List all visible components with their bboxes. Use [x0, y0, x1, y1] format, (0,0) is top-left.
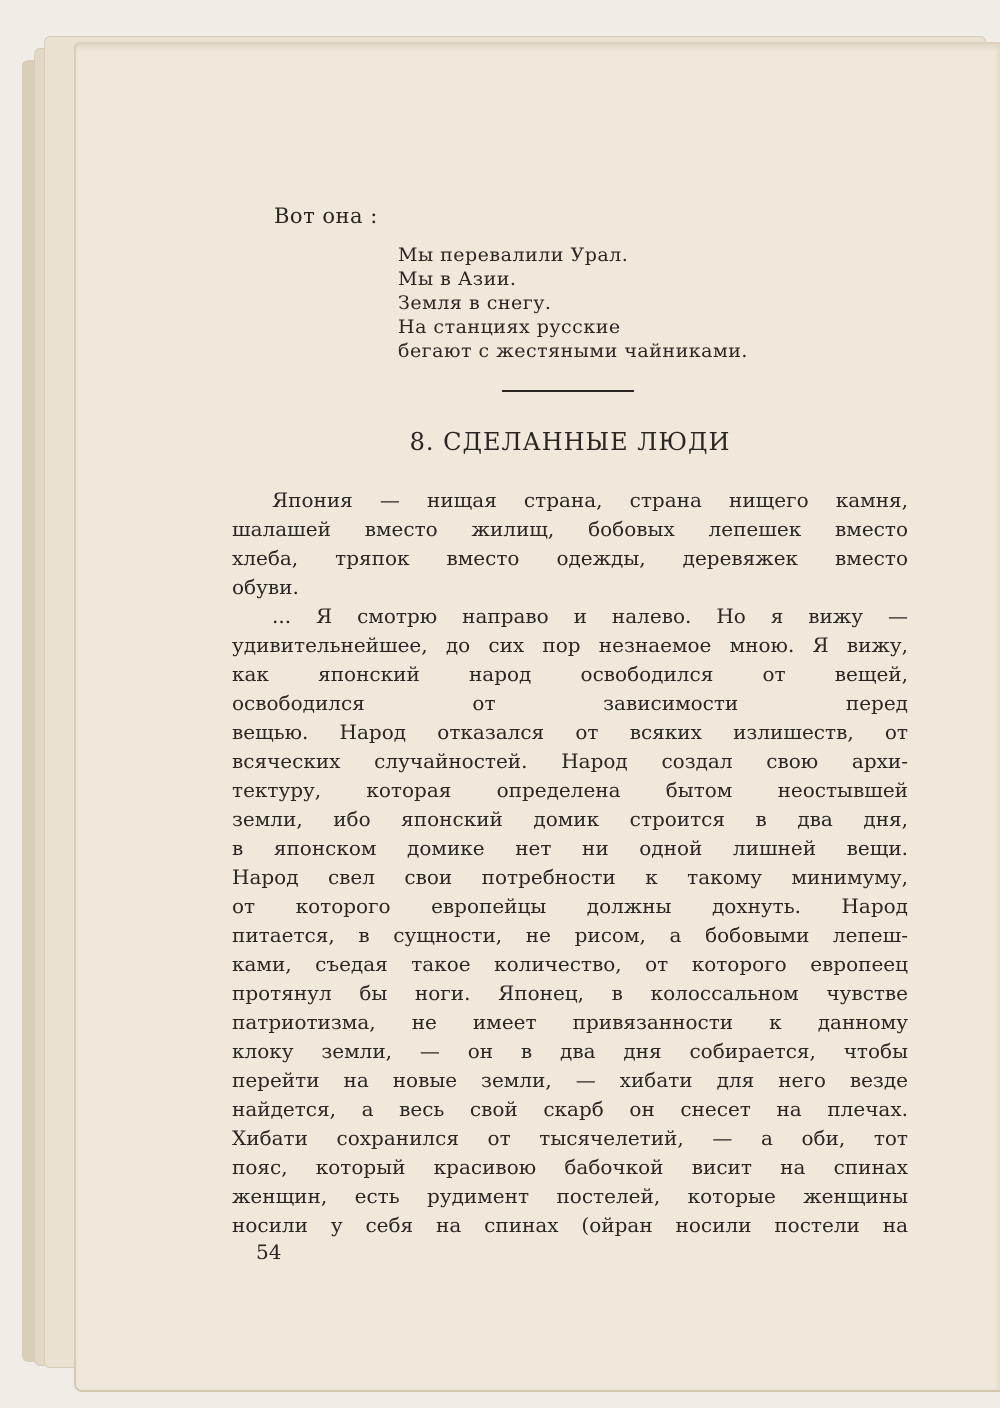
poem-line: Земля в снегу. — [398, 292, 552, 314]
text-line: патриотизма, не имеет привязанности к данному — [232, 1010, 908, 1034]
text-line: обуви. — [232, 575, 299, 599]
text-line: ... Я смотрю направо и налево. Но я вижу — — [272, 604, 908, 628]
poem-line: Мы в Азии. — [398, 268, 517, 290]
paragraph — [232, 486, 908, 602]
poem-line: На станциях русские — [398, 316, 621, 338]
text-line: носили у себя на спинах (ойран носили постели на — [232, 1213, 908, 1237]
text-line: найдется, а весь свой скарб он снесет на плечах. — [232, 1097, 908, 1121]
text-line: в японском домике нет ни одной лишней вещи. — [232, 836, 908, 860]
page-number: 54 — [256, 1240, 282, 1264]
text-line: шалашей вместо жилищ, бобовых лепешек вместо — [232, 517, 908, 541]
poem-line: бегают с жестяными чайниками. — [398, 340, 748, 362]
text-line: удивительнейшее, до сих пор незнаемое мною. Я вижу, — [232, 633, 908, 657]
text-line: Япония — нищая страна, страна нищего камня, — [272, 488, 908, 512]
text-line: протянул бы ноги. Японец, в колоссальном чувстве — [232, 981, 908, 1005]
text-line: тектуру, которая определена бытом неостывшей — [232, 778, 908, 802]
poem-line: Мы перевалили Урал. — [398, 244, 629, 266]
text-line: Хибати сохранился от тысячелетий, — а оби, тот — [232, 1126, 908, 1150]
text-line: вещью. Народ отказался от всяких излишеств, от — [232, 720, 908, 744]
text-line: освободился от зависимости перед — [232, 691, 908, 715]
text-line: от которого европейцы должны дохнуть. Народ — [232, 894, 908, 918]
text-line: ками, съедая такое количество, от которого европеец — [232, 952, 908, 976]
text-line: питается, в сущности, не рисом, а бобовыми лепеш- — [232, 923, 908, 947]
text-line: земли, ибо японский домик строится в два дня, — [232, 807, 908, 831]
epigraph-poem — [398, 243, 748, 363]
epigraph-intro: Вот она : — [274, 204, 378, 228]
text-line: пояс, который красивою бабочкой висит на спинах — [232, 1155, 908, 1179]
text-line: всяческих случайностей. Народ создал свою архи- — [232, 749, 908, 773]
body-text — [232, 486, 908, 1240]
text-line: Народ свел свои потребности к такому минимуму, — [232, 865, 908, 889]
text-line: как японский народ освободился от вещей, — [232, 662, 908, 686]
text-line: хлеба, тряпок вместо одежды, деревяжек вместо — [232, 546, 908, 570]
text-line: женщин, есть рудимент постелей, которые женщины — [232, 1184, 908, 1208]
text-line: клоку земли, — он в два дня собирается, чтобы — [232, 1039, 908, 1063]
chapter-title: 8. СДЕЛАННЫЕ ЛЮДИ — [409, 428, 731, 456]
paragraph — [232, 602, 908, 1240]
text-line: перейти на новые земли, — хибати для него везде — [232, 1068, 908, 1092]
section-divider — [502, 390, 634, 392]
